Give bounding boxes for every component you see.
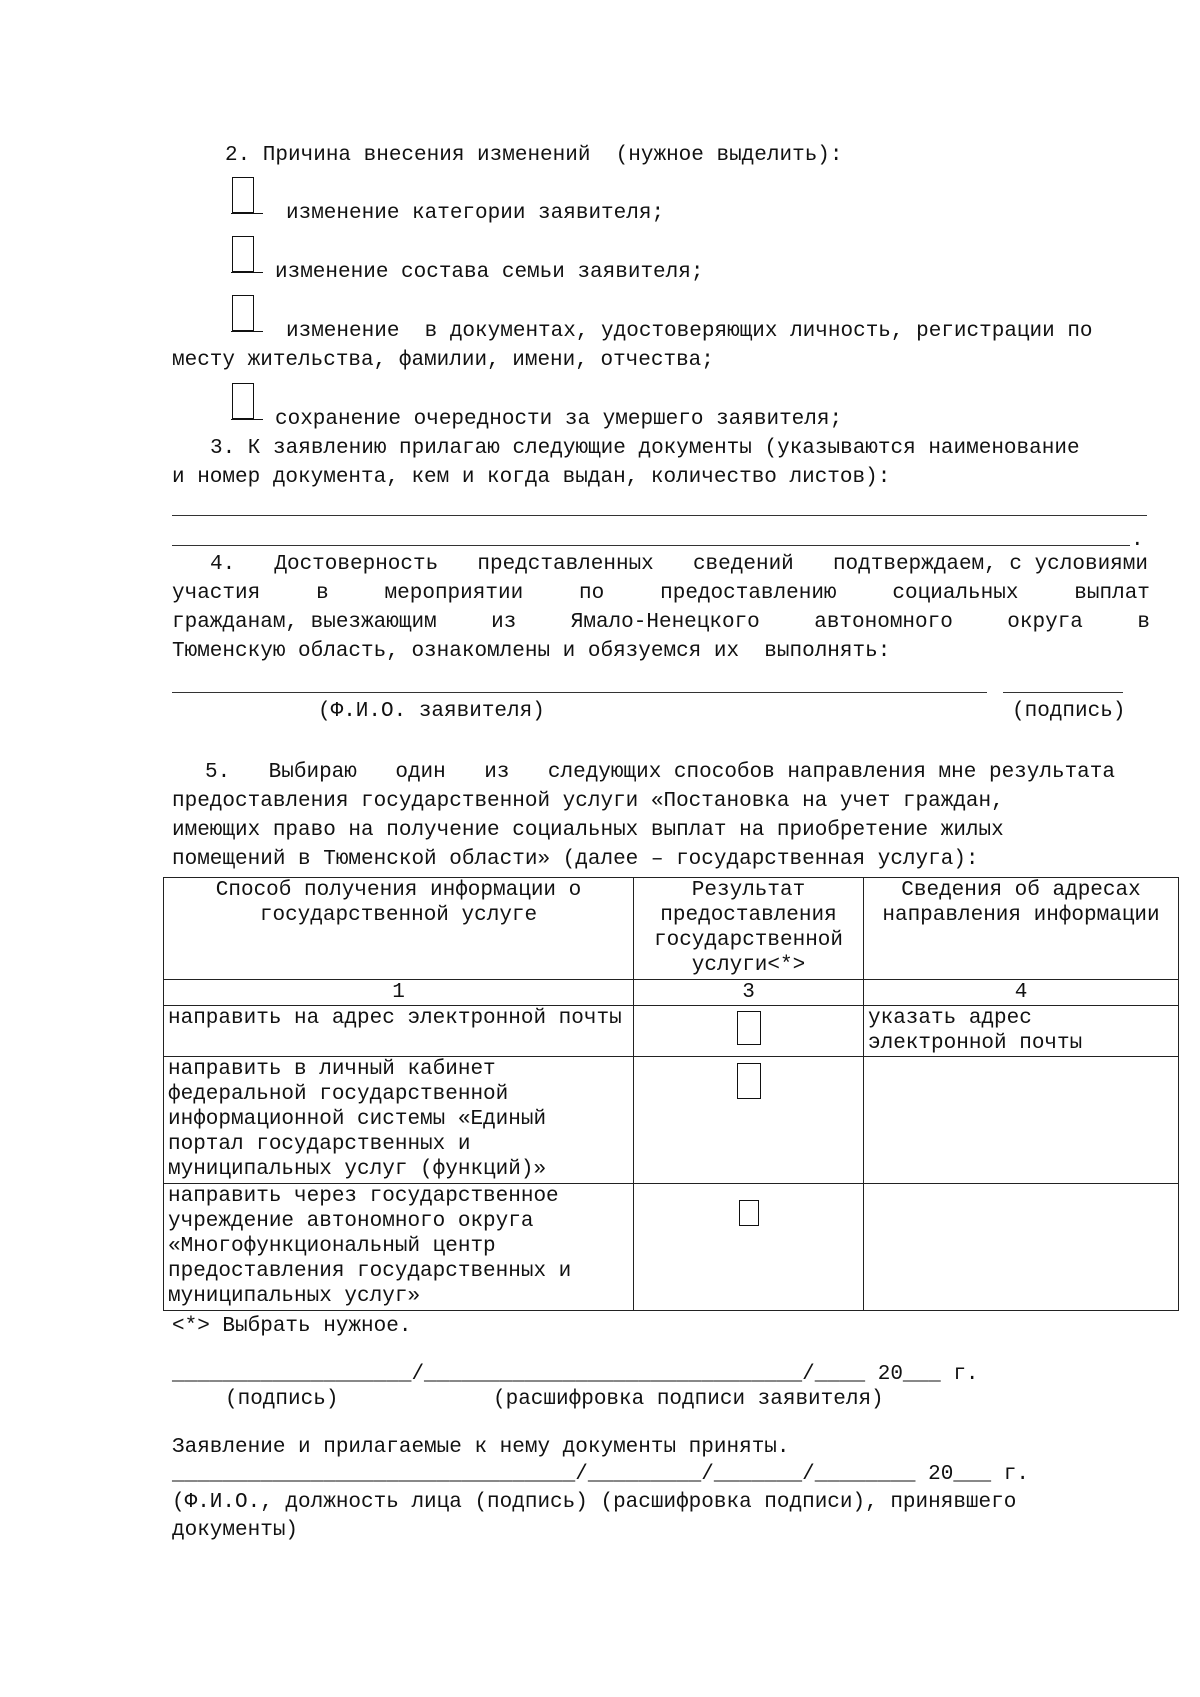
table-row	[164, 1057, 1179, 1184]
documents-input-line-1[interactable]	[172, 515, 1147, 516]
option-family-change: изменение состава семьи заявителя;	[275, 261, 704, 284]
table-number-row	[164, 980, 1179, 1006]
checkbox-category-change[interactable]	[232, 177, 254, 213]
applicant-sign-line[interactable]	[1003, 692, 1123, 693]
header-addresses: Сведения об адресах направления информации	[864, 878, 1179, 980]
footnote: <*> Выбрать нужное.	[172, 1315, 412, 1338]
table-row	[164, 1184, 1179, 1311]
section-4-line-1: 4. Достоверность представленных сведений подтверждаем, с условиями	[210, 553, 1148, 576]
table-row	[164, 1006, 1179, 1057]
checkbox-email[interactable]	[737, 1011, 761, 1045]
address-cell: указать адрес электронной почты	[864, 1006, 1179, 1057]
signature-label: (подпись)	[225, 1388, 339, 1411]
section-4-line-2: участия в мероприятии по предоставлению социальных выплат	[172, 582, 1150, 605]
checkbox-family-change[interactable]	[232, 236, 254, 272]
option-queue-preservation: сохранение очередности за умершего заявителя;	[275, 408, 843, 431]
sign-label: (подпись)	[1012, 700, 1126, 723]
option-document-change-cont: месту жительства, фамилии, имени, отчества;	[172, 349, 714, 372]
fio-label: (Ф.И.О. заявителя)	[318, 700, 545, 723]
checkbox-mfc[interactable]	[739, 1200, 759, 1226]
address-cell	[864, 1184, 1179, 1311]
option-category-change: изменение категории заявителя;	[286, 202, 665, 225]
delivery-method-table	[163, 877, 1179, 1311]
section-4-line-4: Тюменскую область, ознакомлены и обязуемся их выполнять:	[172, 640, 891, 663]
result-cell	[634, 1006, 864, 1057]
checkbox-document-change[interactable]	[232, 295, 254, 331]
signature-decode-label: (расшифровка подписи заявителя)	[493, 1388, 884, 1411]
method-cell: направить в личный кабинет федеральной государственной информационной системы «Единый портал государственных и муниципальных услуг (функций)»	[164, 1057, 634, 1184]
checkbox-gosuslugi-cabinet[interactable]	[737, 1063, 761, 1099]
section-5-line-2: предоставления государственной услуги «Постановка на учет граждан,	[172, 790, 1004, 813]
header-result: Результат предоставления государственной услуги<*>	[634, 878, 864, 980]
method-cell: направить через государственное учреждение автономного округа «Многофункциональный центр предоставления государственных и муниципальных услуг»	[164, 1184, 634, 1311]
table-header-row	[164, 878, 1179, 980]
column-number: 3	[634, 980, 864, 1006]
section-5-line-3: имеющих право на получение социальных выплат на приобретение жилых	[172, 819, 1004, 842]
section-3-line-1: 3. К заявлению прилагаю следующие документы (указываются наименование	[210, 437, 1080, 460]
section-5-line-4: помещений в Тюменской области» (далее – государственная услуга):	[172, 848, 979, 871]
section-3-line-2: и номер документа, кем и когда выдан, количество листов):	[172, 466, 891, 489]
column-number: 1	[164, 980, 634, 1006]
checkbox-queue-preservation[interactable]	[232, 383, 254, 419]
applicant-fio-line[interactable]	[172, 692, 987, 693]
method-cell: направить на адрес электронной почты	[164, 1006, 634, 1057]
documents-end-period: .	[1131, 529, 1144, 552]
section-5-line-1: 5. Выбираю один из следующих способов направления мне результата	[205, 761, 1115, 784]
option-document-change: изменение в документах, удостоверяющих личность, регистрации по	[286, 320, 1093, 343]
section-2-heading: 2. Причина внесения изменений (нужное выделить):	[225, 144, 843, 167]
result-cell	[634, 1184, 864, 1311]
header-method: Способ получения информации о государственной услуге	[164, 878, 634, 980]
documents-input-line-2[interactable]	[172, 545, 1130, 546]
acceptance-caption-1: (Ф.И.О., должность лица (подпись) (расшифровка подписи), принявшего	[172, 1491, 1017, 1514]
column-number: 4	[864, 980, 1179, 1006]
section-4-line-3: гражданам, выезжающим из Ямало-Ненецкого автономного округа в	[172, 611, 1150, 634]
applicant-signature-line[interactable]: ___________________/______________________________/____ 20___ г.	[172, 1363, 979, 1386]
acceptance-signature-line[interactable]: ________________________________/_________/_______/________ 20___ г.	[172, 1463, 1029, 1486]
acceptance-caption-2: документы)	[172, 1519, 299, 1542]
acceptance-text: Заявление и прилагаемые к нему документы приняты.	[172, 1436, 790, 1459]
address-cell	[864, 1057, 1179, 1184]
result-cell	[634, 1057, 864, 1184]
